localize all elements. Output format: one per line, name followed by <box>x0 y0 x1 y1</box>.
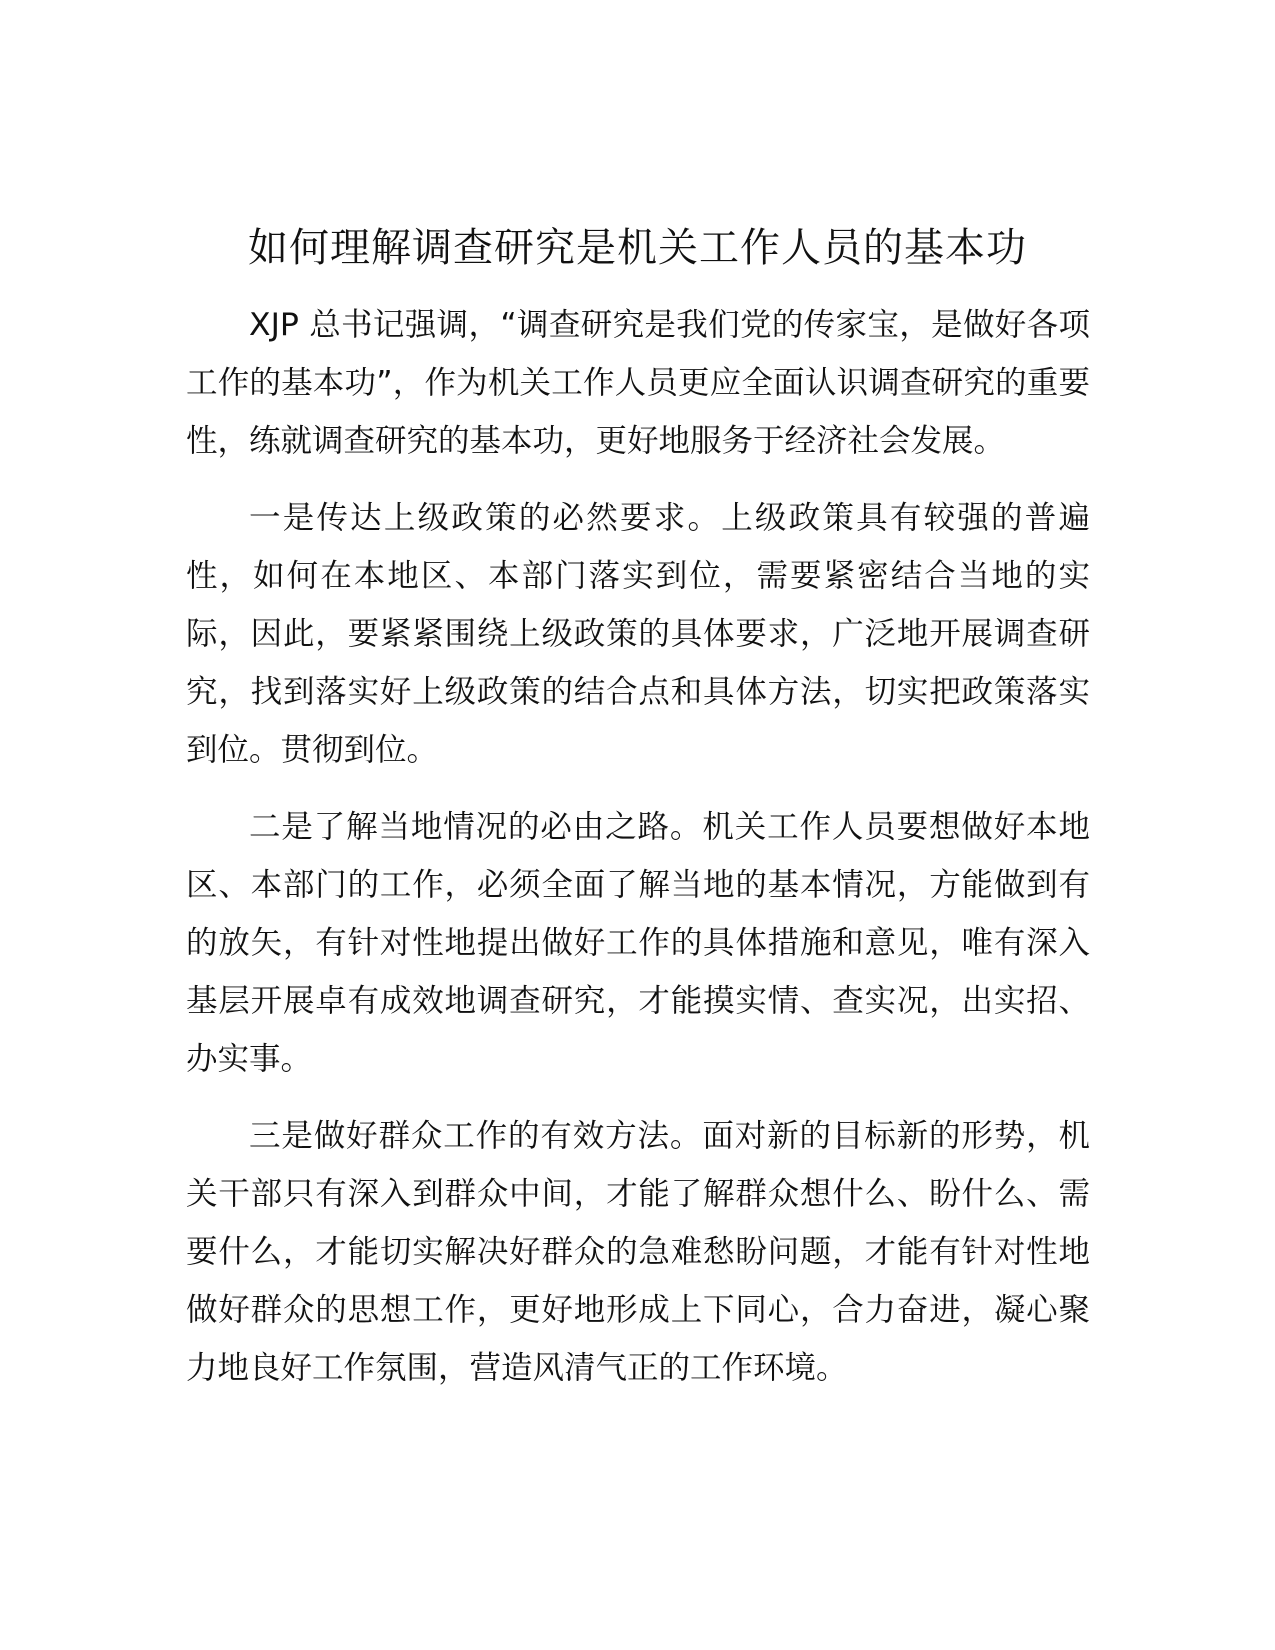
paragraph-point-three: 三是做好群众工作的有效方法。面对新的目标新的形势，机关干部只有深入到群众中间，才能了解群众想什么、盼什么、需要什么，才能切实解决好群众的急难愁盼问题，才能有针对性地做好群众的思想工作，更好地形成上下同心，合力奋进，凝心聚力地良好工作氛围，营造风清气正的工作环境。 <box>186 1118 1090 1386</box>
document-body <box>186 296 1090 1416</box>
paragraph-point-one: 一是传达上级政策的必然要求。上级政策具有较强的普遍性，如何在本地区、本部门落实到位，需要紧密结合当地的实际，因此，要紧紧围绕上级政策的具体要求，广泛地开展调查研究，找到落实好上级政策的结合点和具体方法，切实把政策落实到位。贯彻到位。 <box>186 500 1090 768</box>
paragraph-point-two: 二是了解当地情况的必由之路。机关工作人员要想做好本地区、本部门的工作，必须全面了解当地的基本情况，方能做到有的放矢，有针对性地提出做好工作的具体措施和意见，唯有深入基层开展卓有成效地调查研究，才能摸实情、查实况，出实招、办实事。 <box>186 809 1090 1077</box>
paragraph-intro: XJP 总书记强调，“调查研究是我们党的传家宝，是做好各项工作的基本功”，作为机关工作人员更应全面认识调查研究的重要性，练就调查研究的基本功，更好地服务于经济社会发展。 <box>186 307 1090 459</box>
document-title: 如何理解调查研究是机关工作人员的基本功 <box>248 225 1027 271</box>
